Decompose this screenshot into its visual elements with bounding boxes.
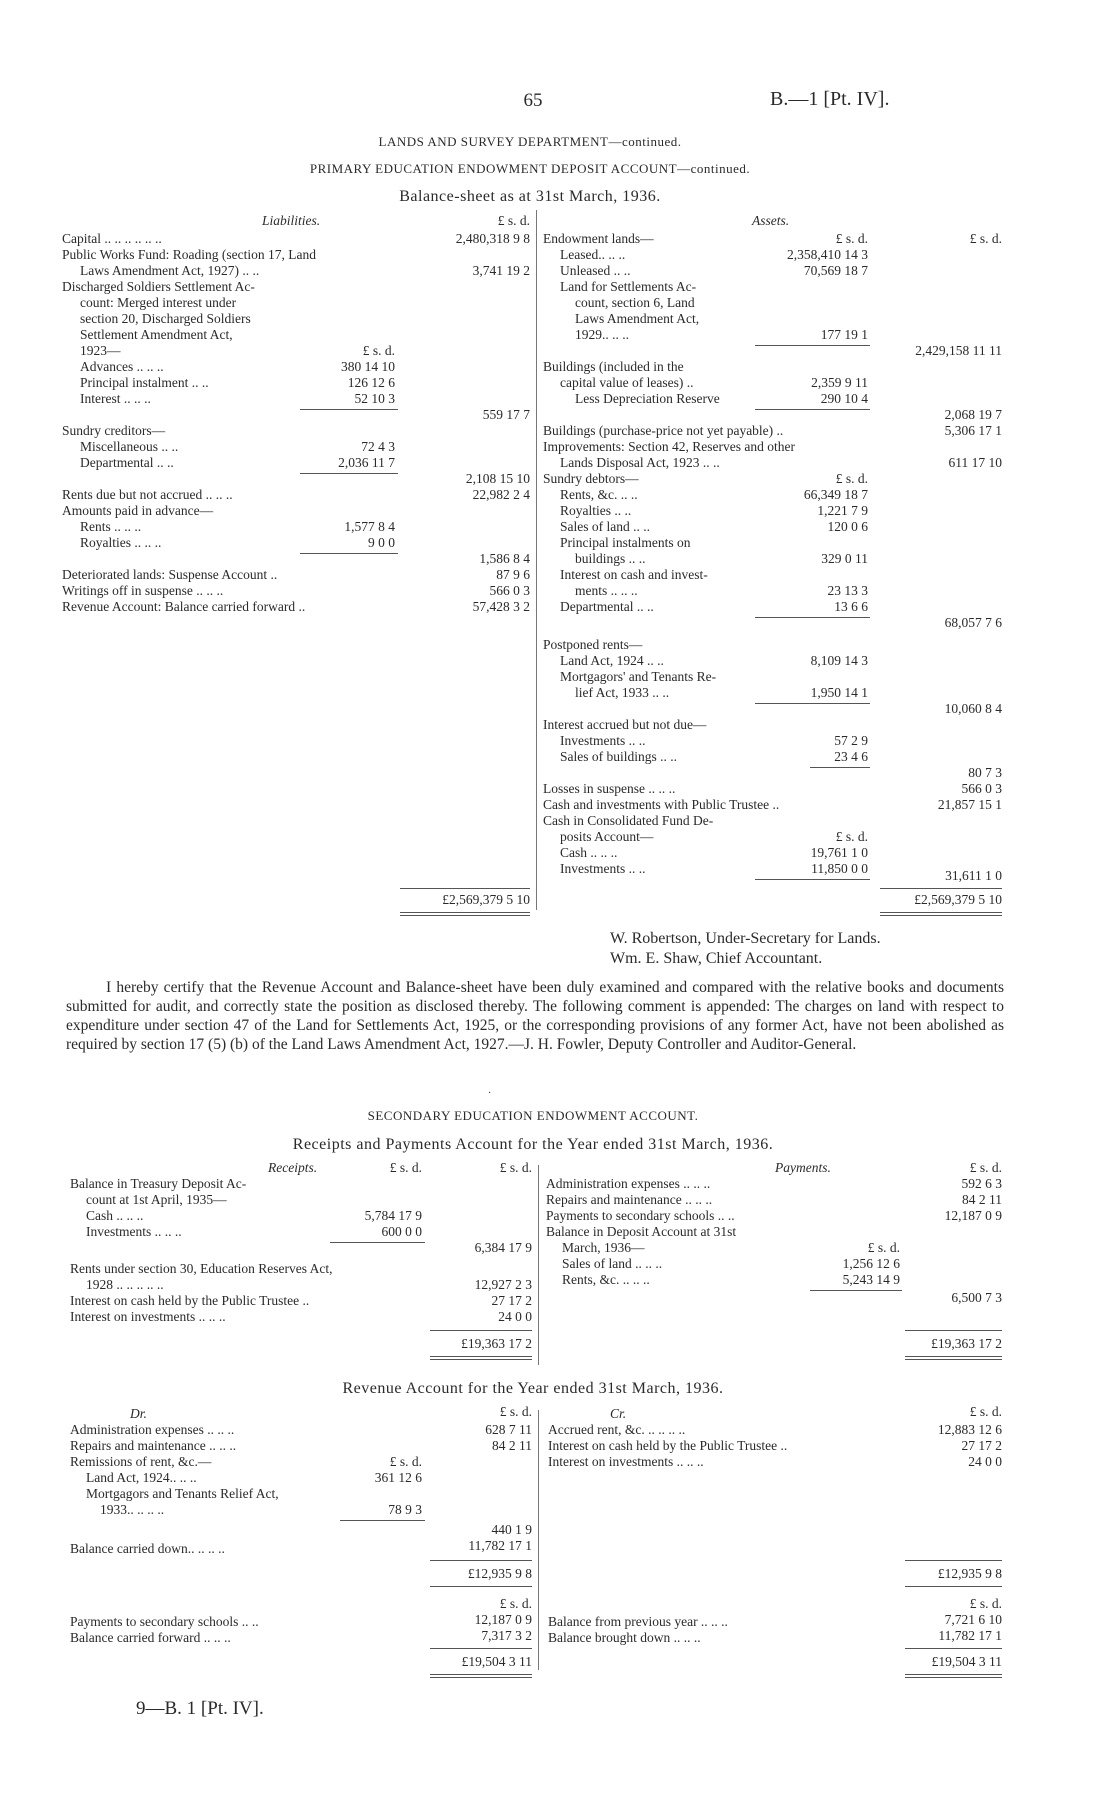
revenue-account-title: Revenue Account for the Year ended 31st March, 1936. (342, 1380, 724, 1397)
balance-sheet-title: Balance-sheet as at 31st March, 1936. (399, 188, 661, 205)
credit2-lsd: £ s. d. (969, 1596, 1002, 1611)
assets-total: £2,569,379 5 10 (914, 892, 1002, 907)
total-rule (430, 1560, 532, 1561)
separator-dot: · (488, 1088, 492, 1099)
subtotal-rule (755, 879, 870, 880)
credits2-total: £19,504 3 11 (931, 1654, 1002, 1669)
total-rule (430, 1330, 532, 1331)
signature-under-secretary: W. Robertson, Under-Secretary for Lands. (610, 930, 881, 947)
debit2-lsd: £ s. d. (499, 1596, 532, 1611)
subtotal-rule (755, 617, 870, 618)
balance-divider (536, 210, 537, 910)
subtotal-rule (755, 703, 870, 704)
total-rule (905, 1648, 1002, 1649)
receipts-payments-divider (538, 1165, 539, 1365)
total-double-rule (905, 1356, 1002, 1357)
payments-heading: Payments. (775, 1160, 831, 1175)
total-rule (905, 1560, 1002, 1561)
total-double-rule (430, 1677, 532, 1678)
liabilities-heading: Liabilities. (262, 213, 321, 228)
credit-lsd: £ s. d. (969, 1404, 1002, 1419)
receipts-lsd: £ s. d. (499, 1160, 532, 1175)
page-reference: B.—1 [Pt. IV]. (770, 88, 890, 110)
assets-heading: Assets. (752, 213, 790, 228)
total-rule (400, 888, 530, 889)
revenue-divider (538, 1410, 539, 1670)
subtotal-rule (340, 1520, 425, 1521)
total-double-rule (905, 1674, 1002, 1675)
debits-total: £12,935 9 8 (467, 1566, 532, 1581)
total-double-rule (905, 1359, 1002, 1360)
total-rule (905, 1586, 1002, 1587)
receipts-payments-title: Receipts and Payments Account for the Year ended 31st March, 1936. (292, 1136, 774, 1153)
credit-heading: Cr. (610, 1406, 627, 1421)
total-double-rule (880, 912, 1002, 913)
total-double-rule (430, 1674, 532, 1675)
subtotal-rule (810, 1290, 902, 1291)
subtotal-rule (330, 1242, 425, 1243)
total-double-rule (400, 912, 530, 913)
debit-lsd: £ s. d. (499, 1404, 532, 1419)
total-rule (430, 1648, 532, 1649)
page-footer: 9—B. 1 [Pt. IV]. (136, 1698, 264, 1719)
subtotal-rule (755, 345, 870, 346)
debit-heading: Dr. (130, 1406, 147, 1421)
total-double-rule (880, 915, 1002, 916)
total-rule (880, 888, 1002, 889)
payments-total: £19,363 17 2 (931, 1336, 1002, 1351)
department-heading: LANDS AND SURVEY DEPARTMENT—continued. (378, 134, 682, 149)
secondary-account-heading: SECONDARY EDUCATION ENDOWMENT ACCOUNT. (367, 1108, 699, 1123)
account-heading: PRIMARY EDUCATION ENDOWMENT DEPOSIT ACCOUNT—continued. (309, 161, 751, 176)
audit-certificate: I hereby certify that the Revenue Account and Balance-sheet have been duly examined and compared with the relative books and documents submitted for audit, and correctly state the position as disclosed thereby. The following comment is appended: The charges on land with respect to expenditure under section 47 of the Land for Settlements Act, 1925, or the corresponding provisions of any former Act, have not been abolished as required by section 17 (5) (b) of the Land Laws Amendment Act, 1927.—J. H. Fowler, Deputy Controller and Auditor-General. (66, 979, 1004, 1053)
total-double-rule (400, 915, 530, 916)
total-double-rule (905, 1677, 1002, 1678)
receipts-sub-lsd: £ s. d. (389, 1160, 422, 1175)
signature-chief-accountant: Wm. E. Shaw, Chief Accountant. (610, 950, 823, 967)
debits2-total: £19,504 3 11 (461, 1654, 532, 1669)
payments-lsd: £ s. d. (969, 1160, 1002, 1175)
total-rule (905, 1330, 1002, 1331)
liabilities-total: £2,569,379 5 10 (442, 892, 530, 907)
page-number: 65 (523, 90, 543, 111)
subtotal-rule (755, 409, 870, 410)
total-double-rule (430, 1356, 532, 1357)
total-rule (430, 1586, 532, 1587)
total-double-rule (430, 1359, 532, 1360)
receipts-total: £19,363 17 2 (461, 1336, 532, 1351)
liabilities-lsd-heading: £ s. d. (497, 213, 530, 228)
credits-total: £12,935 9 8 (937, 1566, 1002, 1581)
receipts-heading: Receipts. (268, 1160, 318, 1175)
